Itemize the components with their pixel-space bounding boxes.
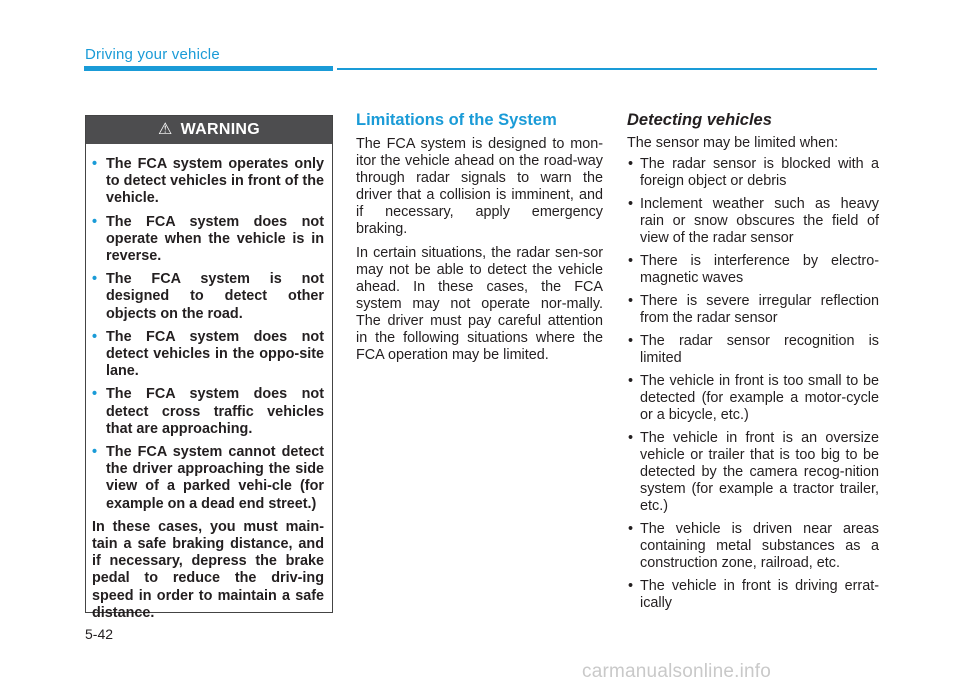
warning-triangle-icon: ⚠ bbox=[157, 121, 173, 138]
list-item-text: The vehicle in front is an oversize vehicle or trailer that is too big to be detected by the camera recog-nition system (for example a tractor trailer, etc.) bbox=[640, 430, 879, 514]
list-item bbox=[627, 293, 879, 327]
bullet-icon: • bbox=[628, 333, 634, 349]
watermark-text: carmanualsonline.info bbox=[582, 661, 772, 682]
bullet-icon: • bbox=[92, 271, 98, 288]
warning-item bbox=[92, 329, 324, 381]
warning-item-text: The FCA system does not operate when the vehicle is in reverse. bbox=[106, 213, 324, 265]
paragraph: The FCA system is designed to mon-itor the vehicle ahead on the road-way through radar signals to warn the driver that a collision is imminent, and if necessary, apply emergency braking. bbox=[356, 136, 603, 237]
list-item bbox=[627, 373, 879, 424]
list-item bbox=[627, 578, 879, 612]
bullet-icon: • bbox=[92, 156, 98, 172]
bullet-icon: • bbox=[92, 386, 98, 403]
warning-item-text: The FCA system does not detect vehicles in the oppo-site lane. bbox=[106, 328, 324, 380]
list-item bbox=[627, 430, 879, 515]
section-title-limitations: Limitations of the System bbox=[356, 111, 557, 129]
bullet-icon: • bbox=[628, 521, 634, 537]
list-item-text: The vehicle is driven near areas containing metal substances as a construction zone, railroad, etc. bbox=[640, 521, 879, 571]
bullet-icon: • bbox=[628, 196, 634, 212]
bullet-icon: • bbox=[92, 328, 98, 345]
bullet-icon: • bbox=[628, 430, 634, 446]
header-rule-thin bbox=[337, 68, 877, 70]
subsection-title-detecting: Detecting vehicles bbox=[627, 111, 772, 129]
warning-item bbox=[92, 271, 324, 323]
list-item bbox=[627, 521, 879, 572]
warning-item bbox=[92, 156, 324, 208]
list-item-text: Inclement weather such as heavy rain or snow obscures the field of view of the radar sensor bbox=[640, 196, 879, 246]
list-item-text: There is interference by electro-magnetic waves bbox=[640, 253, 879, 286]
bullet-icon: • bbox=[628, 293, 634, 309]
warning-item-text: The FCA system operates only to detect vehicles in front of the vehicle. bbox=[106, 156, 324, 207]
list-item bbox=[627, 333, 879, 367]
header-title: Driving your vehicle bbox=[85, 46, 220, 63]
bullet-icon: • bbox=[92, 444, 98, 461]
list-item bbox=[627, 196, 879, 247]
list-item-text: The radar sensor is blocked with a foreign object or debris bbox=[640, 156, 879, 189]
warning-body bbox=[86, 144, 332, 622]
detecting-intro: The sensor may be limited when: bbox=[627, 135, 839, 151]
list-item bbox=[627, 156, 879, 190]
warning-item-text: The FCA system is not designed to detect other objects on the road. bbox=[106, 271, 324, 322]
warning-note: In these cases, you must main-tain a safe braking distance, and if necessary, depress the brake pedal to reduce the driv-ing speed in order to maintain a safe distance. bbox=[92, 518, 324, 621]
warning-item bbox=[92, 386, 324, 438]
detecting-section bbox=[627, 111, 879, 618]
bullet-icon: • bbox=[92, 213, 98, 230]
warning-item bbox=[92, 214, 324, 266]
list-item-text: The vehicle in front is driving errat-ically bbox=[640, 578, 879, 611]
list-item bbox=[627, 253, 879, 287]
paragraph: In certain situations, the radar sen-sor may not be able to detect the vehicle ahead. In these cases, the FCA system may not operate nor-mally. The driver must pay careful attention in the following situations where the FCA operation may be limited. bbox=[356, 245, 603, 363]
page-number: 5-42 bbox=[85, 626, 114, 642]
list-item-text: The radar sensor recognition is limited bbox=[640, 333, 879, 366]
limitations-body bbox=[356, 136, 603, 371]
list-item-text: There is severe irregular reflection from the radar sensor bbox=[640, 293, 879, 326]
bullet-icon: • bbox=[628, 578, 634, 594]
warning-box bbox=[85, 115, 333, 621]
header-rule-thick bbox=[84, 66, 333, 71]
list-item-text: The vehicle in front is too small to be detected (for example a motor-cycle or a bicycle, etc.) bbox=[640, 373, 879, 423]
warning-item bbox=[92, 444, 324, 513]
warning-item-text: The FCA system does not detect cross traffic vehicles that are approaching. bbox=[106, 386, 324, 437]
warning-heading: WARNING bbox=[180, 121, 261, 138]
bullet-icon: • bbox=[628, 253, 634, 269]
warning-item-text: The FCA system cannot detect the driver approaching the side view of a parked vehi-cle (for example on a dead end street.) bbox=[106, 444, 324, 512]
bullet-icon: • bbox=[628, 373, 634, 389]
warning-header bbox=[86, 116, 332, 144]
bullet-icon: • bbox=[628, 156, 634, 172]
